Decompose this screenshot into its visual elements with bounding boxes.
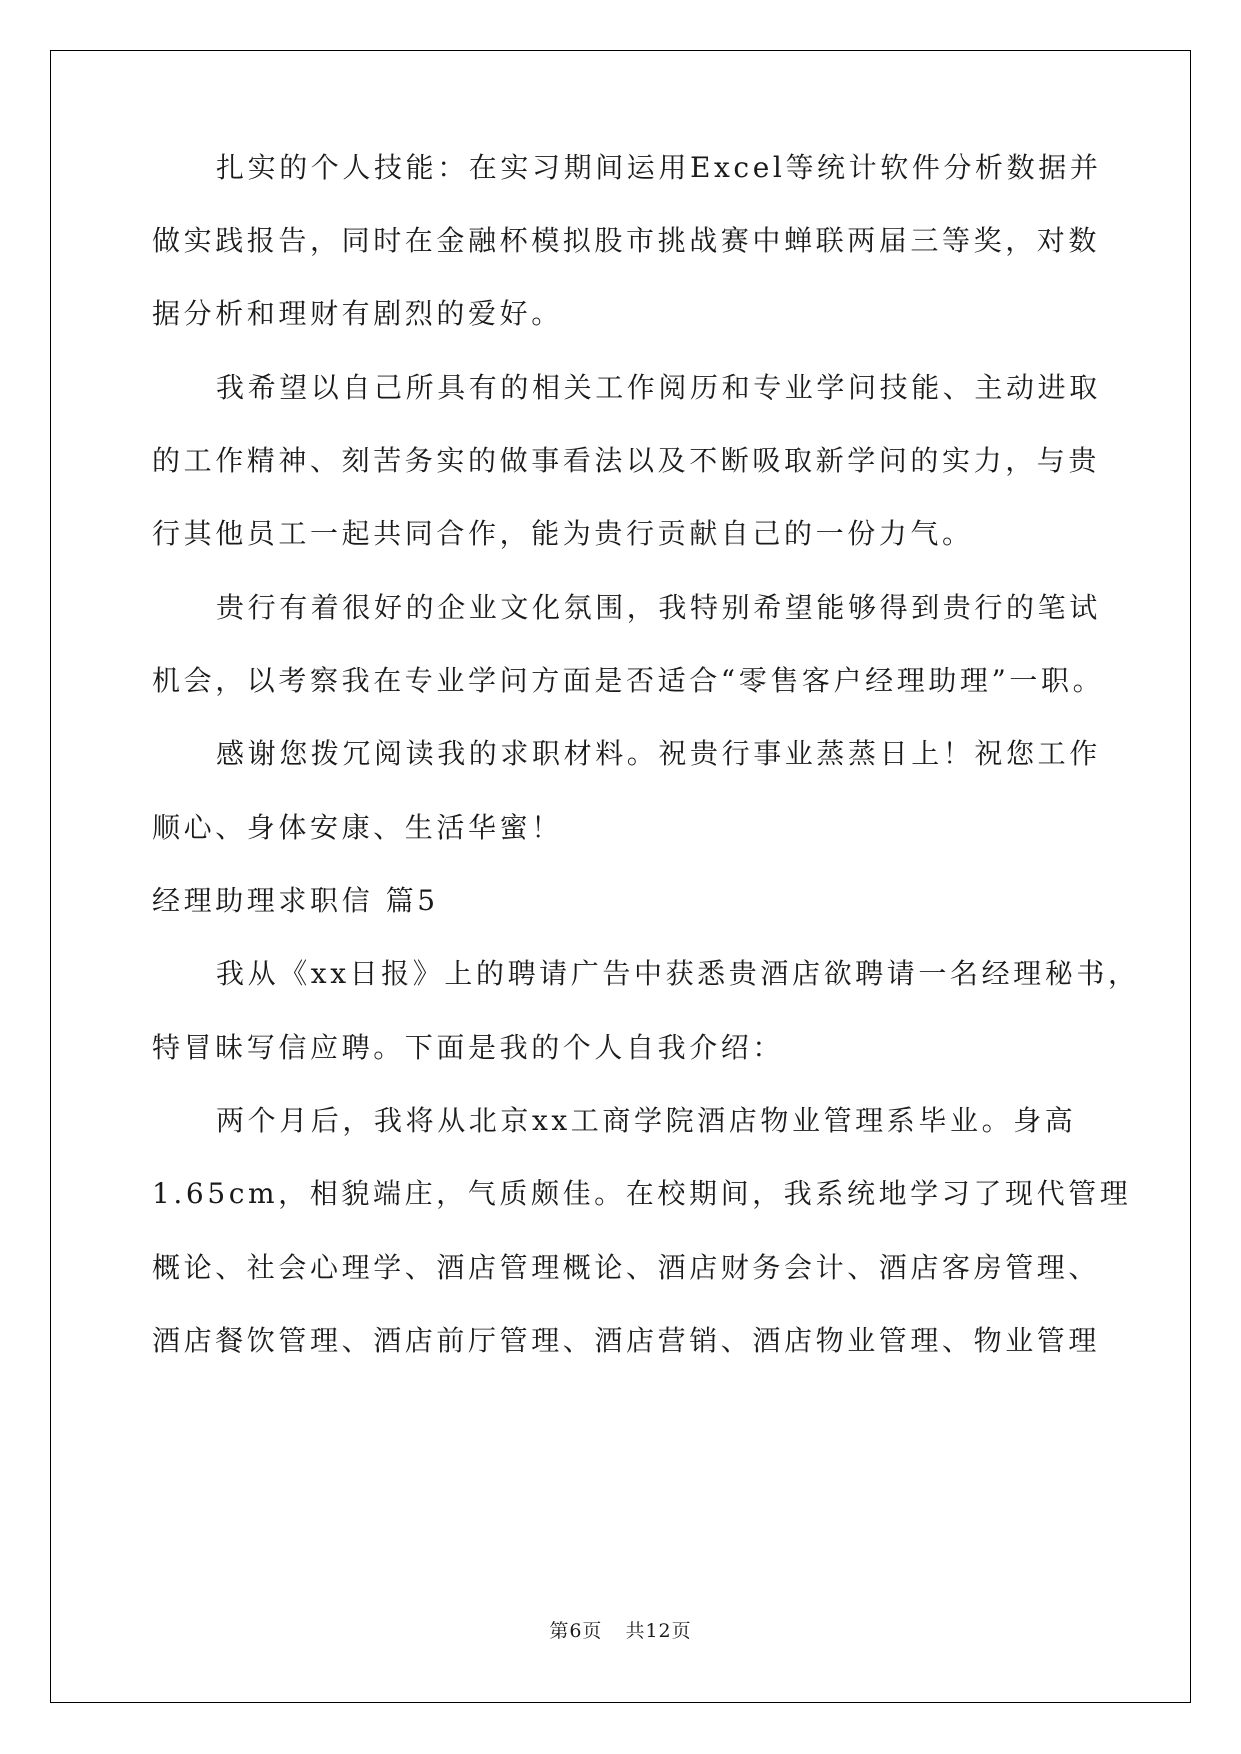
paragraph-line: 我从《xx日报》上的聘请广告中获悉贵酒店欲聘请一名经理秘书， (216, 957, 1140, 990)
paragraph-line: 行其他员工一起共同合作，能为贵行贡献自己的一份力气。 (152, 517, 974, 550)
paragraph-line: 机会，以考察我在专业学问方面是否适合“零售客户经理助理”一职。 (152, 664, 1105, 697)
paragraph-line: 两个月后，我将从北京xx工商学院酒店物业管理系毕业。身高 (216, 1104, 1077, 1137)
paragraph-line: 扎实的个人技能：在实习期间运用Excel等统计软件分析数据并 (216, 151, 1102, 184)
paragraph-line: 概论、社会心理学、酒店管理概论、酒店财务会计、酒店客房管理、 (152, 1251, 1101, 1284)
paragraph-line: 特冒昧写信应聘。下面是我的个人自我介绍： (152, 1031, 785, 1064)
section-heading: 经理助理求职信 篇5 (152, 884, 439, 917)
page-total: 共12页 (625, 1620, 692, 1642)
page-footer (0, 1616, 1241, 1643)
paragraph-line: 感谢您拨冗阅读我的求职材料。祝贵行事业蒸蒸日上！祝您工作 (216, 737, 1101, 770)
paragraph-line: 的工作精神、刻苦务实的做事看法以及不断吸取新学问的实力，与贵 (152, 444, 1101, 477)
paragraph-line: 据分析和理财有剧烈的爱好。 (152, 297, 563, 330)
paragraph-line: 1.65cm，相貌端庄，气质颇佳。在校期间，我系统地学习了现代管理 (152, 1177, 1132, 1210)
paragraph-line: 酒店餐饮管理、酒店前厅管理、酒店营销、酒店物业管理、物业管理 (152, 1324, 1101, 1357)
paragraph-line: 贵行有着很好的企业文化氛围，我特别希望能够得到贵行的笔试 (216, 591, 1101, 624)
paragraph-line: 做实践报告，同时在金融杯模拟股市挑战赛中蝉联两届三等奖，对数 (152, 224, 1101, 257)
paragraph-line: 顺心、身体安康、生活华蜜！ (152, 811, 563, 844)
page-number: 第6页 (549, 1620, 603, 1642)
paragraph-line: 我希望以自己所具有的相关工作阅历和专业学问技能、主动进取 (216, 371, 1101, 404)
